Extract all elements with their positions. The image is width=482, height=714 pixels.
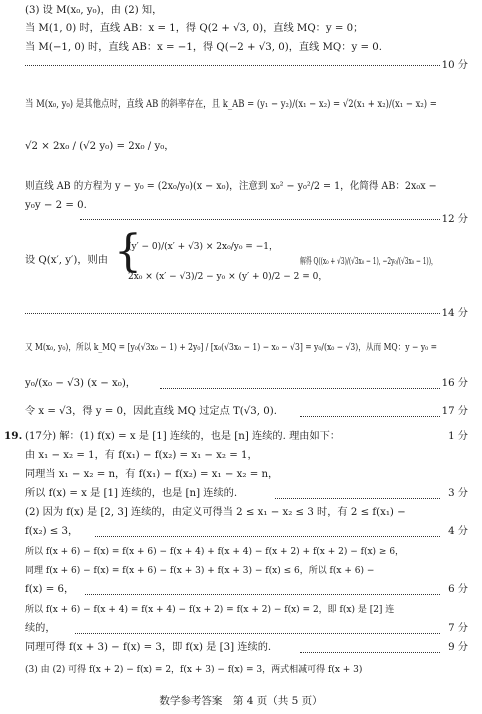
- question-number: 19.: [4, 430, 23, 442]
- text-line: y₀/(x₀ − √3) (x − x₀)，: [25, 378, 136, 389]
- dot-leader: [95, 536, 440, 537]
- score-mark: 4 分: [448, 526, 468, 537]
- score-mark: 14 分: [441, 308, 468, 319]
- dot-leader: [160, 388, 440, 389]
- score-mark: 6 分: [448, 584, 468, 595]
- text-line: (17分) 解：(1) f(x) = x 是 [1] 连续的，也是 [n] 连续的. 理由如下：: [25, 431, 341, 442]
- score-mark: 1 分: [448, 431, 468, 442]
- dot-leader: [300, 652, 440, 653]
- text-line: f(x₂) ≤ 3，: [25, 526, 79, 537]
- system-equation: 2x₀ × (x′ − √3)/2 − y₀ × (y′ + 0)/2 − 2 = 0，: [128, 272, 328, 282]
- equation-brace: {: [114, 226, 142, 277]
- text-line: (2) 因为 f(x) 是 [2, 3] 连续的，由定义可得当 2 ≤ x₁ − x₂ ≤ 3 时，有 2 ≤ f(x₁) −: [25, 507, 406, 518]
- dot-leader: [300, 416, 440, 417]
- text-line: 同理可得 f(x + 3) − f(x) = 3，即 f(x) 是 [3] 连续的.: [25, 642, 272, 653]
- score-mark: 3 分: [448, 488, 468, 499]
- text-line: 同理当 x₁ − x₂ = n，有 f(x₁) − f(x₂) = x₁ − x₂ = n，: [25, 469, 279, 480]
- dot-leader: [275, 498, 440, 499]
- text-line: 续的，: [25, 623, 56, 634]
- dot-leader: [85, 594, 440, 595]
- text-line: 则直线 AB 的方程为 y − y₀ = (2x₀/y₀)(x − x₀)，注意到 x₀² − y₀²/2 = 1，化简得 AB：2x₀x −: [25, 181, 437, 192]
- score-mark: 9 分: [448, 642, 468, 653]
- dot-leader: [25, 65, 440, 66]
- text-line: f(x) = 6，: [25, 584, 75, 595]
- text-line: (3) 设 M(x₀, y₀)，由 (2) 知，: [25, 5, 163, 16]
- score-mark: 7 分: [448, 623, 468, 634]
- dot-leader: [75, 633, 440, 634]
- text-line: (3) 由 (2) 可得 f(x + 2) − f(x) = 2，f(x + 3) − f(x) = 3，两式相减可得 f(x + 3): [25, 665, 363, 675]
- text-line: 所以 f(x + 6) − f(x) = f(x + 6) − f(x + 4) + f(x + 4) − f(x + 2) + f(x + 2) − f(x) ≥ 6，: [25, 547, 405, 557]
- text-line: 令 x = √3，得 y = 0，因此直线 MQ 过定点 T(√3, 0).: [25, 406, 277, 417]
- score-mark: 12 分: [441, 214, 468, 225]
- system-equation: (y′ − 0)/(x′ + √3) × 2x₀/y₀ = −1，: [128, 242, 278, 252]
- text-line: 所以 f(x + 6) − f(x + 4) = f(x + 4) − f(x + 2) = f(x + 2) − f(x) = 2，即 f(x) 是 [2] 连: [25, 605, 395, 615]
- dot-leader: [80, 219, 440, 220]
- text-line: 由 x₁ − x₂ = 1，有 f(x₁) − f(x₂) = x₁ − x₂ = 1，: [25, 450, 258, 461]
- text-line: 所以 f(x) = x 是 [1] 连续的，也是 [n] 连续的.: [25, 488, 238, 499]
- text-line: 设 Q(x′, y′)，则由: [25, 255, 108, 266]
- text-line: 同理 f(x + 6) − f(x) = f(x + 6) − f(x + 3) + f(x + 3) − f(x) ≤ 6，所以 f(x + 6) −: [25, 566, 375, 576]
- text-line: √2 × 2x₀ / (√2 y₀) = 2x₀ / y₀，: [25, 141, 175, 152]
- page-footer: 数学参考答案 第 4 页（共 5 页）: [159, 695, 323, 707]
- text-line: y₀y − 2 = 0.: [25, 200, 87, 211]
- text-line: 当 M(1, 0) 时，直线 AB：x = 1，得 Q(2 + √3, 0)，直线 MQ：y = 0；: [25, 23, 364, 34]
- text-line: 解得 Q((x₀ + √3)/(√3x₀ − 1), −2y₀/(√3x₀ − 1))，: [300, 257, 437, 267]
- text-line: 当 M(−1, 0) 时，直线 AB：x = −1，得 Q(−2 + √3, 0)，直线 MQ：y = 0.: [25, 42, 382, 53]
- dot-leader: [25, 313, 440, 314]
- score-mark: 17 分: [441, 406, 468, 417]
- score-mark: 10 分: [441, 60, 468, 71]
- text-line: 当 M(x₀, y₀) 是其他点时，直线 AB 的斜率存在，且 k_AB = (y₁ − y₂)/(x₁ − x₂) = √2(x₁ + x₂)/(x₁ − x₂) =: [25, 99, 437, 110]
- text-line: 又 M(x₀, y₀)，所以 k_MQ = [y₀(√3x₀ − 1) + 2y₀] / [x₀(√3x₀ − 1) − x₀ − √3] = y₀/(x₀ − √3)，从而 MQ：y − y₀ =: [25, 343, 438, 353]
- score-mark: 16 分: [441, 378, 468, 389]
